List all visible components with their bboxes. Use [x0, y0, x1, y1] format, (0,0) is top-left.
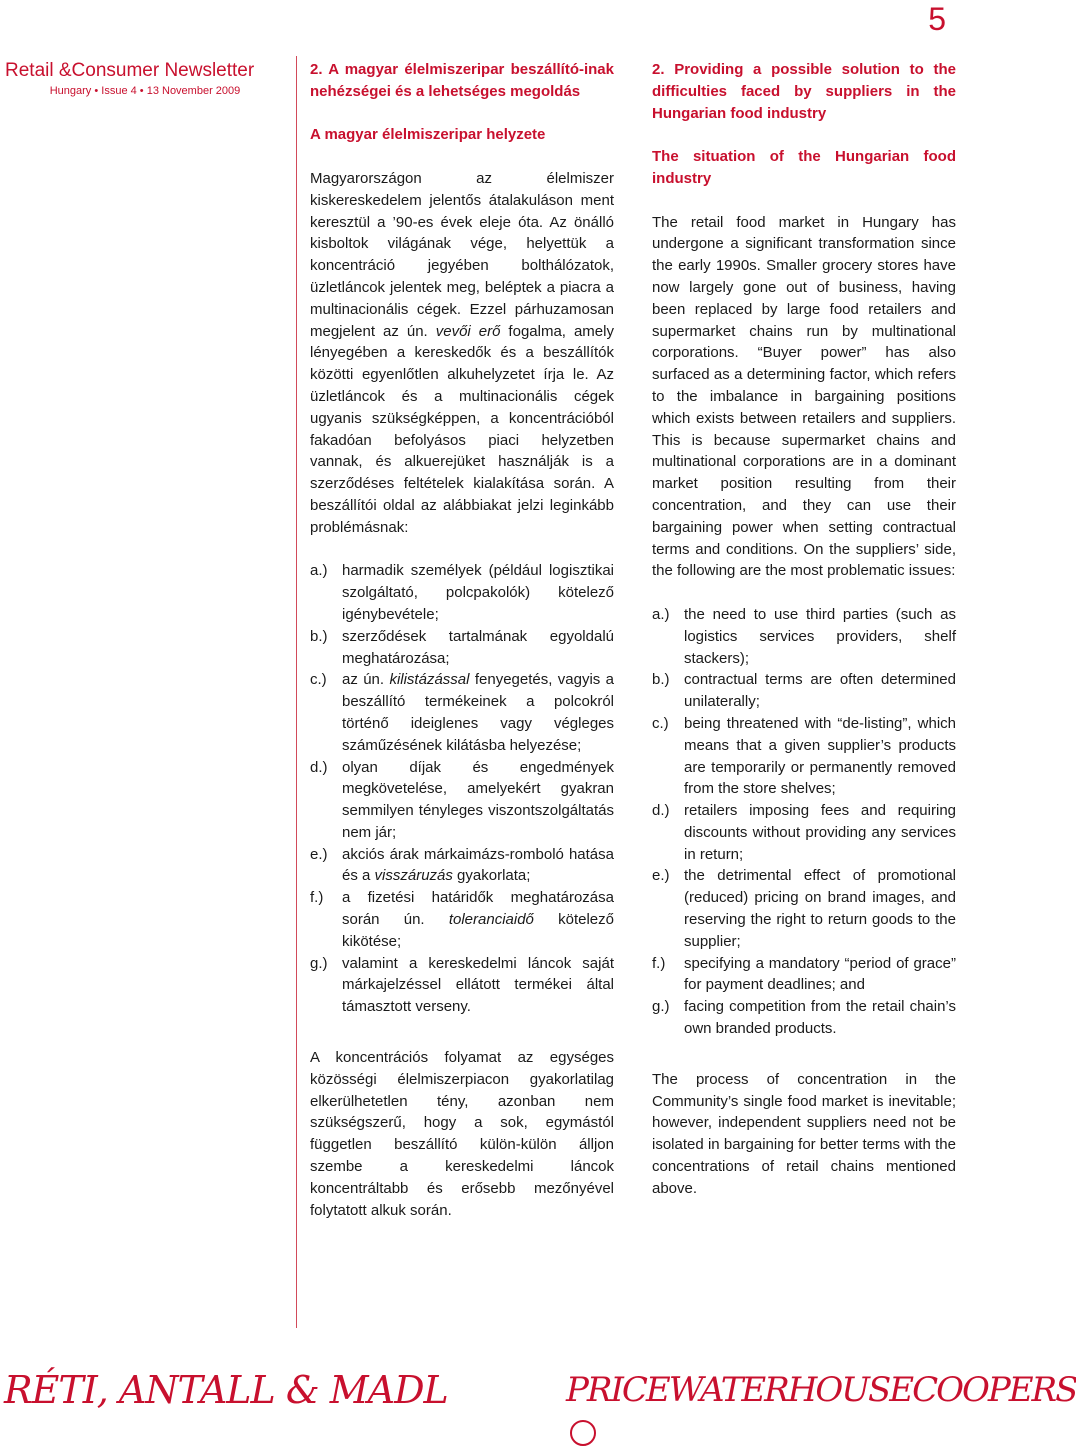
- column-divider: [296, 56, 297, 1328]
- paragraph-en-1: The retail food market in Hungary has undergone a significant transformation since the early 1990s. Smaller grocery stores have now largely gone out of business, having been replaced by large food retailers and supermarket chains run by multinational corporations. “Buyer power” has also surfaced as a determining factor, which refers to the imbalance in bargaining positions which exists between retailers and suppliers. This is because supermarket chains and multinational corporations are in a dominant market position resulting from their concentration, and they can use their bargaining power when setting contractual terms and conditions. On the suppliers’ side, the following are the most problematic issues:: [652, 213, 956, 580]
- issues-list-en: [652, 604, 956, 1040]
- list-item: e.) the detrimental effect of promotional (reduced) pricing on brand images, and reserving the right to return goods to the supplier;: [652, 867, 956, 950]
- list-item: c.) az ún. kilistázással fenyegetés, vagyis a beszállító termékeinek a polcokról történő ideiglenes vagy végleges száműzésének kilátásba helyezése;: [310, 671, 614, 754]
- list-item: b.) contractual terms are often determined unilaterally;: [652, 671, 956, 711]
- list-item: e.) akciós árak márkaimázs-romboló hatása és a visszáruzás gyakorlata;: [310, 845, 614, 885]
- paragraph-hu-2: A koncentrációs folyamat az egységes közösségi élelmiszerpiacon gyakorlatilag elkerülhetetlen tény, azonban nem szükségszerű, hogy a sok, egymástól független beszállító külön-külön álljon szembe a kereskedelmi láncok koncentráltabb és erősebb mezőnyével folytatott alkuk során.: [310, 1049, 614, 1219]
- pwc-mark-icon: [570, 1420, 596, 1446]
- newsletter-title: Retail &Consumer Newsletter: [5, 60, 255, 81]
- list-item: a.) harmadik személyek (például logisztikai szolgáltató, polcpakolók) kötelező igénybevétele;: [310, 562, 614, 623]
- issues-list-hu: [310, 560, 614, 1018]
- section-heading-hu: 2. A magyar élelmiszeripar beszállító-inak nehézségei és a lehetséges megoldás: [310, 61, 614, 100]
- pricewaterhousecoopers-logo: PRICEWATERHOUSECOOPERS: [566, 1360, 960, 1420]
- list-item: c.) being threatened with “de-listing”, which means that a given supplier’s products are temporarily or permanently removed from the store shelves;: [652, 714, 956, 798]
- page-number: 5: [928, 1, 946, 37]
- list-item: g.) facing competition from the retail chain’s own branded products.: [652, 998, 956, 1038]
- list-item: b.) szerződések tartalmának egyoldalú meghatározása;: [310, 627, 614, 667]
- english-column: [652, 59, 956, 1200]
- subheading-hu: A magyar élelmiszeripar helyzete: [310, 126, 546, 144]
- list-item: f.) specifying a mandatory “period of grace” for payment deadlines; and: [652, 954, 956, 994]
- hungarian-column: [310, 59, 614, 1221]
- masthead: [5, 59, 285, 98]
- section-heading-en: 2. Providing a possible solution to the difficulties faced by suppliers in the Hungarian food industry: [652, 61, 956, 122]
- paragraph-en-2: The process of concentration in the Community’s single food market is inevitable; however, independent suppliers need not be isolated in bargaining for better terms with the concentrations of retail chains mentioned above.: [652, 1070, 956, 1197]
- subheading-en: The situation of the Hungarian food industry: [652, 148, 956, 187]
- list-item: d.) olyan díjak és engedmények megkövetelése, amelyekért gyakran semmilyen tényleges viszontszolgáltatás nem jár;: [310, 758, 614, 841]
- list-item: a.) the need to use third parties (such as logistics services providers, shelf stackers);: [652, 605, 956, 667]
- reti-antall-madl-logo: RÉTI, ANTALL & MADL: [4, 1368, 448, 1412]
- list-item: g.) valamint a kereskedelmi láncok saját márkajelzéssel ellátott termékei által támasztott verseny.: [310, 954, 614, 1016]
- list-item: f.) a fizetési határidők meghatározása során ún. toleranciaidő kötelező kikötése;: [310, 889, 614, 950]
- paragraph-hu-1: Magyarországon az élelmiszer kiskereskedelem jelentős átalakuláson ment keresztül a ’90-es évek eleje óta. Az önálló kisboltok világának vége, helyettük a koncentráció jegyében bolthálózatok, üzletláncok jelentek meg, beléptek a piacra a multinacionális cégek. Ezzel párhuzamosan megjelent az ún. vevői erő fogalma, amely lényegében a kereskedők és a beszállítók közötti egyenlőtlen alkuhelyzetet írja le. Az üzletláncok és a multinacionális cégek ugyanis szükségképpen, a koncentrációból fakadóan befolyásos piaci helyzetben vannak, és alkuerejüket használják is a szerződéses feltételek kialakítása során. A beszállítói oldal az alábbiakat jelzi leginkább problémásnak:: [310, 169, 614, 536]
- issue-info: Hungary • Issue 4 • 13 November 2009: [49, 85, 241, 97]
- list-item: d.) retailers imposing fees and requiring discounts without providing any services in return;: [652, 802, 956, 863]
